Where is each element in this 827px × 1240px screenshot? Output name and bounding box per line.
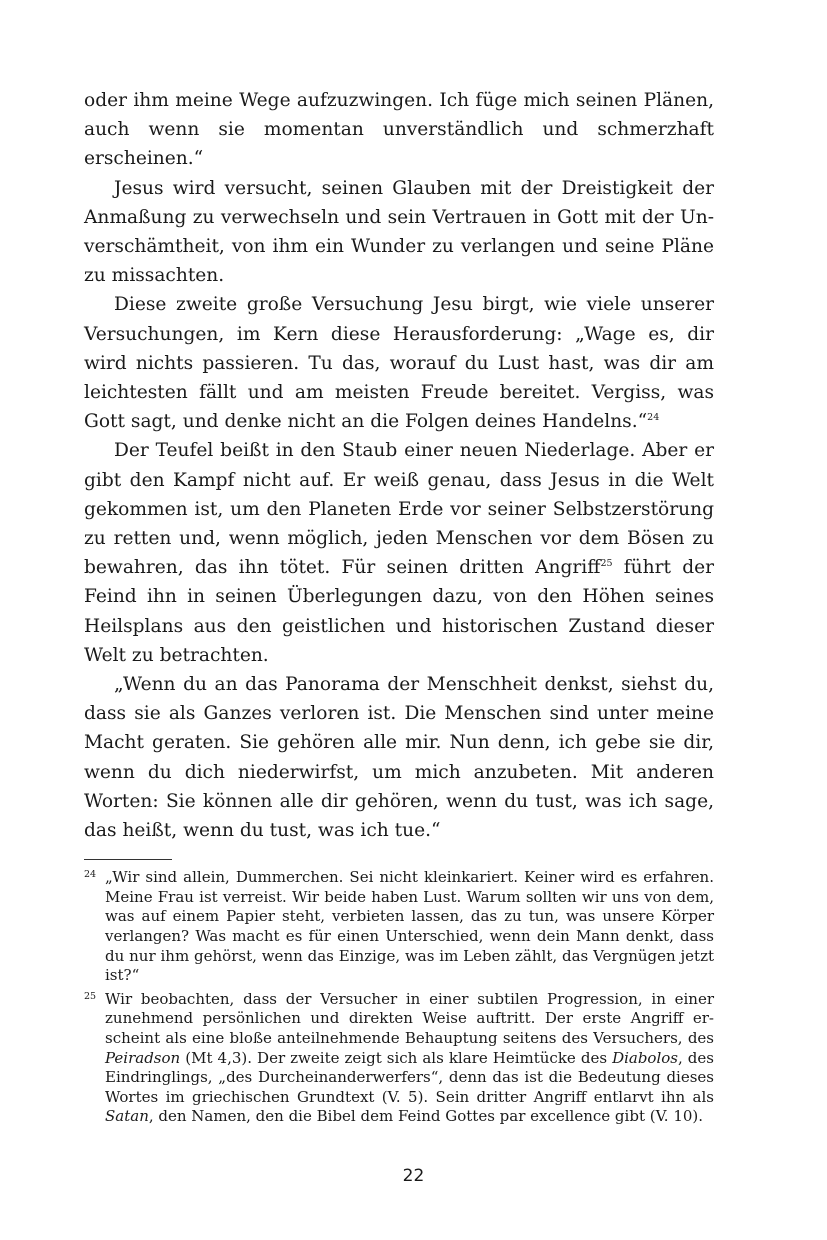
- footnote-24-number: 24: [84, 869, 97, 881]
- paragraph-4: [84, 436, 714, 670]
- body-text: [84, 86, 714, 845]
- paragraph-1: [84, 86, 714, 174]
- paragraph-5-text: „Wenn du an das Panorama der Menschheit denkst, siehst du, dass sie als Ganzes verloren ist. Die Menschen sind unter meine Macht geraten. Sie gehören alle mir. Nun denn, ich gebe sie dir, wenn du dich niederwirfst, um mich anzubeten. Mit anderen Worten: Sie können alle dir gehören, wenn du tust, was ich sage, das heißt, wenn du tust, was ich tue.“: [84, 674, 714, 842]
- footnote-25: [84, 990, 714, 1127]
- footnote-25-text-2: (Mt 4,3). Der zweite zeigt sich als klare Heimtücke des: [180, 1048, 613, 1067]
- page-number: 22: [402, 1166, 425, 1186]
- paragraph-2: [84, 174, 714, 291]
- footnote-25-text-1: Wir beobachten, dass der Versucher in einer subtilen Progression, in einer zunehmend persönlichen und direkten Weise auftritt. Der erste Angriff erscheint als eine bloße anteilnehmende Behauptung seitens des Versuchers, des: [105, 989, 714, 1048]
- footnote-divider: [84, 859, 172, 860]
- footnote-ref-25[interactable]: 25: [600, 558, 613, 570]
- term-peiradson: Peiradson: [105, 1048, 181, 1067]
- footnote-24: [84, 868, 714, 986]
- paragraph-4-text-a: Der Teufel beißt in den Staub einer neuen Niederlage. Aber er gibt den Kampf nicht auf. Er weiß genau, dass Jesus in die Welt gekommen ist, um den Planeten Erde vor seiner Selbstzerstörung zu retten und, wenn möglich, jeden Menschen vor dem Bösen zu bewahren, das ihn tötet. Für seinen dritten Angriff: [84, 440, 714, 579]
- paragraph-3-text: Diese zweite große Versuchung Jesu birgt, wie viele unserer Versuchungen, im Kern diese Herausforderung: „Wage es, dir wird nichts passieren. Tu das, worauf du Lust hast, was dir am leichtesten fällt und am meisten Freude bereitet. Vergiss, was Gott sagt, und denke nicht an die Folgen deines Handelns.“: [84, 294, 714, 433]
- footnote-25-number: 25: [84, 990, 97, 1002]
- paragraph-4-text-b: führt der Feind ihn in seinen Überlegungen dazu, von den Höhen seines Heilsplans aus den geistlichen und historischen Zustand dieser Welt zu betrachten.: [84, 557, 714, 666]
- paragraph-2-text: Jesus wird versucht, seinen Glauben mit der Dreistigkeit der Anmaßung zu verwechseln und sein Vertrauen in Gott mit der Unverschämtheit, von ihm ein Wunder zu verlangen und seine Pläne zu missachten.: [84, 177, 714, 287]
- footnote-24-text: „Wir sind allein, Dummerchen. Sei nicht kleinkariert. Keiner wird es erfahren. Meine Frau ist verreist. Wir beide haben Lust. Warum sollten wir uns von dem, was auf einem Papier steht, verbieten lassen, das zu tun, was unsere Körper verlangen? Was macht es für einen Unterschied, wenn dein Mann denkt, dass du nur ihm gehörst, wenn das Einzige, was im Leben zählt, das Vergnügen jetzt ist?“: [105, 868, 714, 985]
- paragraph-5: [84, 670, 714, 845]
- footnote-ref-24[interactable]: 24: [647, 412, 660, 424]
- term-satan: Satan: [105, 1107, 149, 1126]
- paragraph-3: [84, 290, 714, 436]
- book-page: [84, 86, 714, 1131]
- footnote-25-text: [105, 990, 714, 1127]
- term-diabolos: Diabolos: [612, 1048, 678, 1067]
- paragraph-1-text: oder ihm meine Wege aufzuzwingen. Ich füge mich seinen Plänen, auch wenn sie momentan unverständlich und schmerzhaft erscheinen.“: [84, 90, 714, 170]
- footnote-25-text-4: , den Namen, den die Bibel dem Feind Gottes par excellence gibt (V. 10).: [148, 1107, 704, 1126]
- footnote-25-text-3: , des Eindringlings, „des Durcheinanderwerfers“, denn das ist die Bedeutung dieses Wortes im griechischen Grundtext (V. 5). Sein dritter Angriff entlarvt ihn als: [105, 1048, 714, 1106]
